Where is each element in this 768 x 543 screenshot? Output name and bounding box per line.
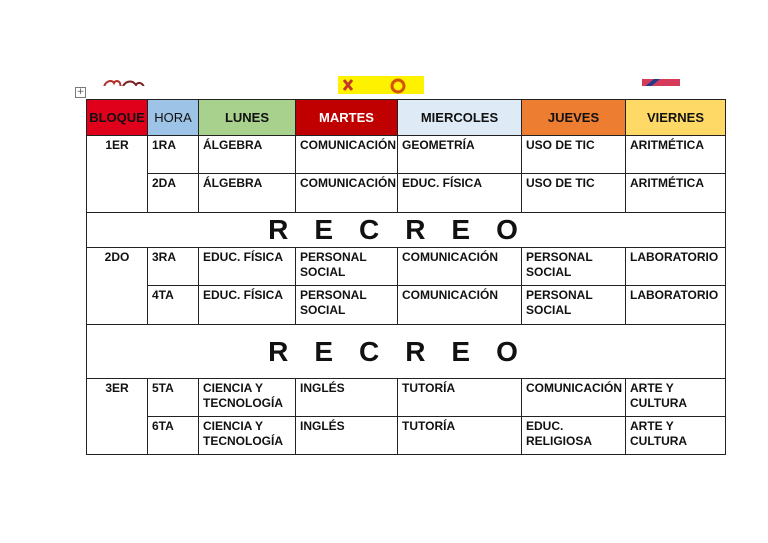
recess-label: RECREO (87, 213, 726, 248)
hora-cell: 5TA (148, 379, 199, 417)
recess-label: RECREO (87, 325, 726, 379)
miercoles-cell: COMUNICACIÓN (398, 286, 522, 325)
hora-cell: 3RA (148, 248, 199, 286)
martes-cell: COMUNICACIÓN (296, 174, 398, 213)
header-jueves: JUEVES (522, 100, 626, 136)
recess-row (87, 213, 726, 248)
hora-cell: 2DA (148, 174, 199, 213)
viernes-cell: LABORATORIO (626, 248, 726, 286)
table-row (87, 174, 726, 213)
jueves-cell: PERSONAL SOCIAL (522, 286, 626, 325)
viernes-cell: ARITMÉTICA (626, 136, 726, 174)
jueves-cell: PERSONAL SOCIAL (522, 248, 626, 286)
header-row (87, 100, 726, 136)
table-row (87, 248, 726, 286)
hora-cell: 4TA (148, 286, 199, 325)
header-hora: HORA (148, 100, 199, 136)
miercoles-cell: COMUNICACIÓN (398, 248, 522, 286)
decorative-clipart-right (642, 76, 680, 86)
header-miercoles: MIERCOLES (398, 100, 522, 136)
lunes-cell: EDUC. FÍSICA (199, 286, 296, 325)
hora-cell: 1RA (148, 136, 199, 174)
lunes-cell: ÁLGEBRA (199, 136, 296, 174)
lunes-cell: CIENCIA Y TECNOLOGÍA (199, 379, 296, 417)
decorative-clipart-left (100, 76, 165, 86)
table-row (87, 379, 726, 417)
jueves-cell: USO DE TIC (522, 136, 626, 174)
martes-cell: INGLÉS (296, 417, 398, 455)
schedule-table (86, 99, 726, 455)
jueves-cell: USO DE TIC (522, 174, 626, 213)
table-row (87, 286, 726, 325)
martes-cell: INGLÉS (296, 379, 398, 417)
recess-row (87, 325, 726, 379)
header-lunes: LUNES (199, 100, 296, 136)
viernes-cell: LABORATORIO (626, 286, 726, 325)
miercoles-cell: TUTORÍA (398, 379, 522, 417)
schedule-table-viewport (86, 99, 726, 466)
bloque-cell: 2DO (87, 248, 148, 325)
header-martes: MARTES (296, 100, 398, 136)
lunes-cell: CIENCIA Y TECNOLOGÍA (199, 417, 296, 455)
lunes-cell: ÁLGEBRA (199, 174, 296, 213)
miercoles-cell: TUTORÍA (398, 417, 522, 455)
hora-cell: 6TA (148, 417, 199, 455)
viernes-cell: ARTE Y CULTURA (626, 379, 726, 417)
martes-cell: PERSONAL SOCIAL (296, 248, 398, 286)
bloque-cell: 1ER (87, 136, 148, 213)
jueves-cell: EDUC. RELIGIOSA (522, 417, 626, 455)
bloque-cell: 3ER (87, 379, 148, 455)
martes-cell: PERSONAL SOCIAL (296, 286, 398, 325)
table-move-handle-icon[interactable]: + (76, 87, 85, 97)
table-row (87, 417, 726, 455)
decorative-clipart-center (338, 76, 424, 94)
jueves-cell: COMUNICACIÓN (522, 379, 626, 417)
viernes-cell: ARTE Y CULTURA (626, 417, 726, 455)
miercoles-cell: EDUC. FÍSICA (398, 174, 522, 213)
martes-cell: COMUNICACIÓN (296, 136, 398, 174)
miercoles-cell: GEOMETRÍA (398, 136, 522, 174)
viernes-cell: ARITMÉTICA (626, 174, 726, 213)
header-bloque: BLOQUE (87, 100, 148, 136)
table-row (87, 136, 726, 174)
lunes-cell: EDUC. FÍSICA (199, 248, 296, 286)
header-viernes: VIERNES (626, 100, 726, 136)
